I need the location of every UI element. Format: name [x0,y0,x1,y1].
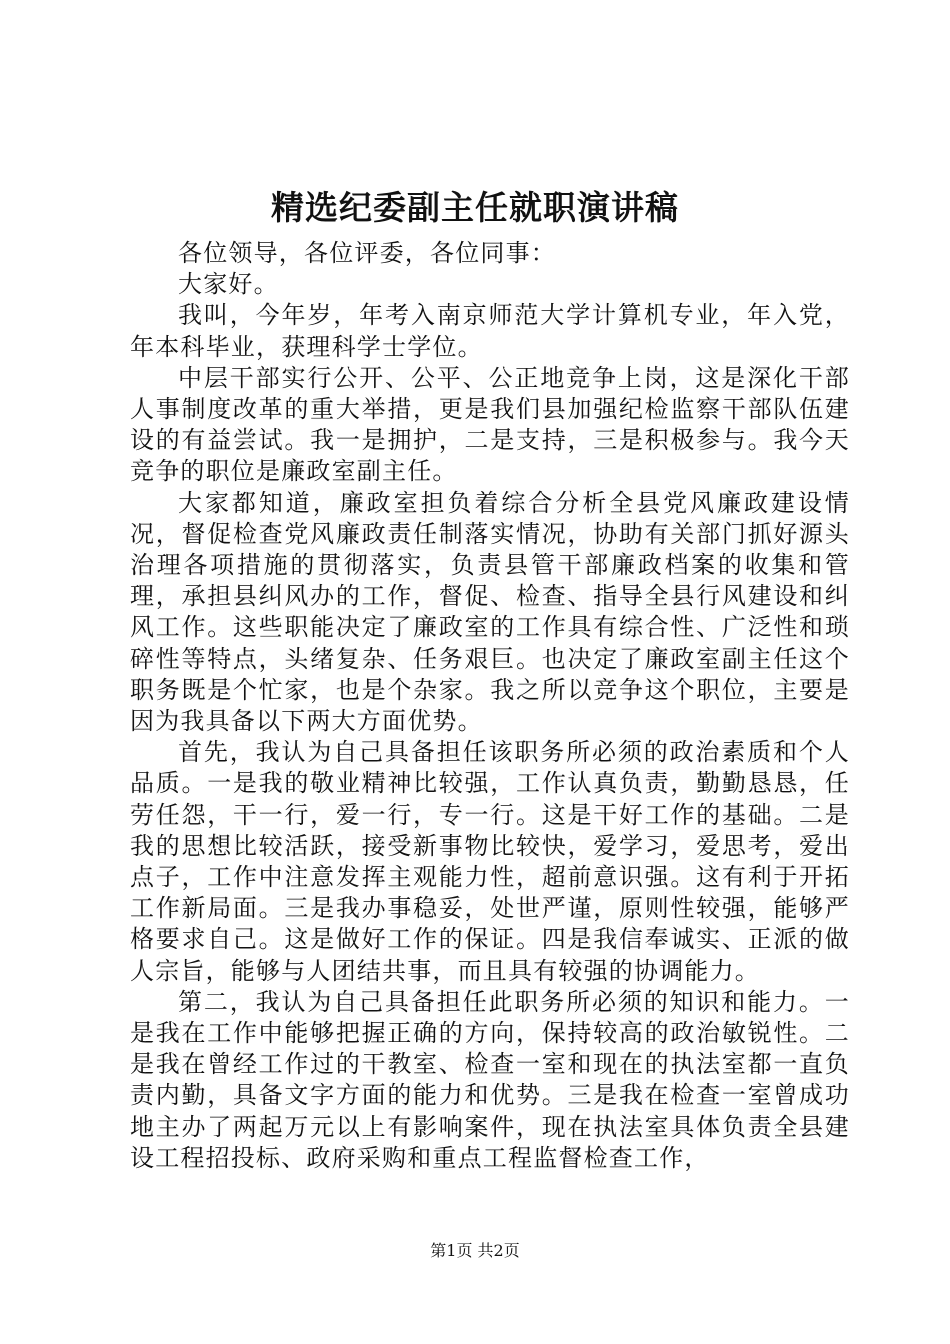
competition-paragraph: 中层干部实行公开、公平、公正地竞争上岗，这是深化干部人事制度改革的重大举措，更是我们县加强纪检监察干部队伍建设的有益尝试。我一是拥护，二是支持，三是积极参与。我今天竞争的职位是廉政室副主任。 [130,363,850,486]
document-body [130,238,850,1174]
page-footer [0,1240,950,1262]
responsibility-paragraph: 大家都知道，廉政室担负着综合分析全县党风廉政建设情况，督促检查党风廉政责任制落实情况，协助有关部门抓好源头治理各项措施的贯彻落实，负责县管干部廉政档案的收集和管理，承担县纠风办的工作，督促、检查、指导全县行风建设和纠风工作。这些职能决定了廉政室的工作具有综合性、广泛性和琐碎性等特点，头绪复杂、任务艰巨。也决定了廉政室副主任这个职务既是个忙家，也是个杂家。我之所以竞争这个职位，主要是因为我具备以下两大方面优势。 [130,488,850,736]
document-title: 精选纪委副主任就职演讲稿 [271,188,679,227]
salutation-paragraph: 各位领导，各位评委，各位同事： [178,239,556,267]
ability-paragraph: 第二，我认为自己具备担任此职务所必须的知识和能力。一是我在工作中能够把握正确的方向，保持较高的政治敏锐性。二是我在曾经工作过的干教室、检查一室和现在的执法室都一直负责内勤，具备文字方面的能力和优势。三是我在检查一室曾成功地主办了两起万元以上有影响案件，现在执法室具体负责全县建设工程招投标、政府采购和重点工程监督检查工作， [130,987,850,1172]
quality-paragraph: 首先，我认为自己具备担任该职务所必须的政治素质和个人品质。一是我的敬业精神比较强，工作认真负责，勤勤恳恳，任劳任怨，干一行，爱一行，专一行。这是干好工作的基础。二是我的思想比较活跃，接受新事物比较快，爱学习，爱思考，爱出点子，工作中注意发挥主观能力性，超前意识强。这有利于开拓工作新局面。三是我办事稳妥，处世严谨，原则性较强，能够严格要求自己。这是做好工作的保证。四是我信奉诚实、正派的做人宗旨，能够与人团结共事，而且具有较强的协调能力。 [130,738,850,985]
introduction-paragraph: 我叫，今年岁，年考入南京师范大学计算机专业，年入党，年本科毕业，获理科学士学位。 [130,301,850,361]
greeting-paragraph: 大家好。 [178,270,279,299]
page-number: 第1页 共2页 [430,1241,520,1260]
